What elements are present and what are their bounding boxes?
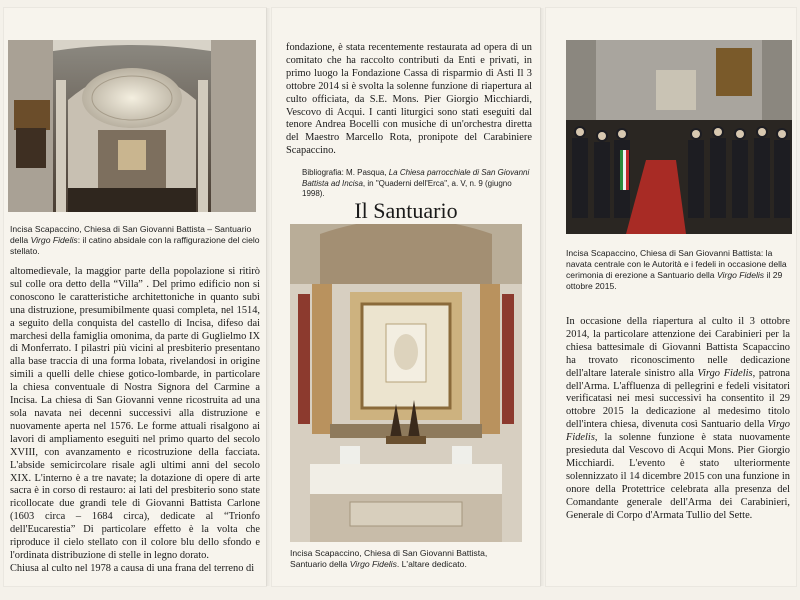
history-paragraph: altomedievale, la maggior parte della popolazione si ritirò sul colle ora detto della “Villa” . Del primo edificio non si conoscono le caratteristiche architettoniche in quanto subì una distruzione, presumibilmente quasi completa, nel 1514, a seguito della conquista del castello di Incisa, difeso dai marchesi della famiglia omonima, da parte di Guglielmo IX di Monferrato. I pilastri più vicini al presbiterio presentano alla base traccia di una forma lobata, rivelandosi in origine simili a quelli delle chiese gotico-lombarde, in particolare la chiesa conventuale di Nostra Signora del Carmine a Incisa. La chiesa di San Giovanni venne ricostruita ad una sola navata nei decenni successivi alla distruzione e nuovamente aperta nel 1576. Le forme attuali risalgono ai lavori di ampliamento eseguiti nel primo quarto del secolo XVIII, con avanzamento e ricostruzione della facciata. L'abside semicircolare risale agli ultimi anni del secolo XIX. L'interno è a tre navate; la dotazione di opere di arte sacra è in corso di restauro: ai lati del presbiterio sono state ricollocate due grandi tele di Giovanni Battista Carlone (1603 circa – 1684 circa), dedicate al “Trionfo dell'Eucarestia” Di particolare effetto è la volta che riproduce il cielo stellato con il colore blu dello sfondo e l'ordinata distribuzione di stelle in legno dorato. [10,266,260,561]
bibliography-text-end: , in "Quaderni dell'Erca", a. V, n. 9 (giugno 1998). [302,178,512,198]
bibliography [302,168,530,200]
right-panel [546,8,796,586]
caption-line-1: Incisa Scapaccino, Chiesa di San Giovanni Battista, [290,548,488,558]
sanctuary-italic-2: Virgo Fidelis [566,419,790,444]
altar-photo-caption [290,548,530,570]
caption-text-end: : il catino absidale con la raffigurazione del cielo stellato. [10,235,260,256]
left-panel [4,8,266,586]
left-body-text [10,266,260,576]
section-title: Il Santuario [354,198,458,223]
ceremony-image [566,40,792,234]
caption-text-end: il 29 ottobre 2015. [566,270,783,291]
bibliography-italic: La Chiesa parrocchiale di San Giovanni Battista ad Incisa [302,168,530,188]
bibliography-text: Bibliografia: M. Pasqua, [302,168,389,177]
caption-text: Santuario della [290,559,350,569]
sanctuary-text-b: , patrona dell'Arma. L'affluenza di pellegrini e fedeli visitatori verificatasi nei mesi successivi ha consentito il 29 ottobre 2015 la dedicazione al medesimo titolo dell'intera chiesa, divenuta così Santuario della [566,367,791,431]
sanctuary-text-a: In occasione della riapertura al culto il 3 ottobre 2014, la particolare attenzione dei Carabinieri per la chiesa battesimale di Giovanni Battista Scapaccino ha trovato riconoscimento nelle dedicazione dell'altare laterale sinistro alla [566,316,790,379]
sanctuary-paragraph [566,316,790,523]
altar-image [290,224,522,542]
caption-line-2 [290,559,530,570]
caption-italic: Virgo Fidelis [30,235,78,245]
middle-panel [272,8,540,586]
sanctuary-text-c: , la solenne funzione è stata nuovamente presieduta dal Vescovo di Acqui Mons. Pier Giorgio Micchiardi. L'evento è stato ulteriormente solennizzato il 14 dicembre 2015 con una funzione in onore della Protettrice celebrata alla presenza del Comandante generale dell'Arma dei Carabinieri, Generale di Corpo d'Armata Tullio del Sette. [566,432,790,521]
church-apse-photo [8,40,256,212]
restoration-paragraph: fondazione, è stata recentemente restaurata ad opera di un comitato che ha raccolto contributi da Enti e privati, in primo luogo la Fondazione Cassa di risparmio di Asti Il 3 ottobre 2014 si è svolta la solenne funzione di riapertura al culto officiata, da S.E. Mons. Pier Giorgio Micchiardi, Vescovo di Acqui. I canti liturgici sono stati eseguiti dal tenore Andrea Bocelli con musiche di un'orchestra diretta del Maestro Marcello Rota, pronipote del Carabiniere Scapaccino. [286,42,532,157]
fold-line [540,8,544,586]
caption-text-end: . L'altare dedicato. [396,559,467,569]
history-paragraph-end: Chiusa al culto nel 1978 a causa di una frana del terreno di [10,562,255,574]
caption-text: Incisa Scapaccino, Chiesa di San Giovanni Battista – Santuario della [10,224,252,245]
sanctuary-italic-1: Virgo Fidelis [697,367,753,379]
ceremony-photo-caption [566,248,790,292]
church-interior-image [8,40,256,212]
caption-text: Incisa Scapaccino, Chiesa di San Giovanni Battista: la navata centrale con le Autorità e i fedeli in occasione della cerimonia di erezione a Santuario della [566,248,787,280]
caption-italic: Virgo Fidelis [349,559,397,569]
left-photo-caption [10,224,260,257]
fold-line [266,8,270,586]
right-body-text [566,316,790,523]
altar-photo [290,224,522,542]
ceremony-photo [566,40,792,234]
middle-body-text [286,42,532,158]
caption-italic: Virgo Fidelis [716,270,765,280]
